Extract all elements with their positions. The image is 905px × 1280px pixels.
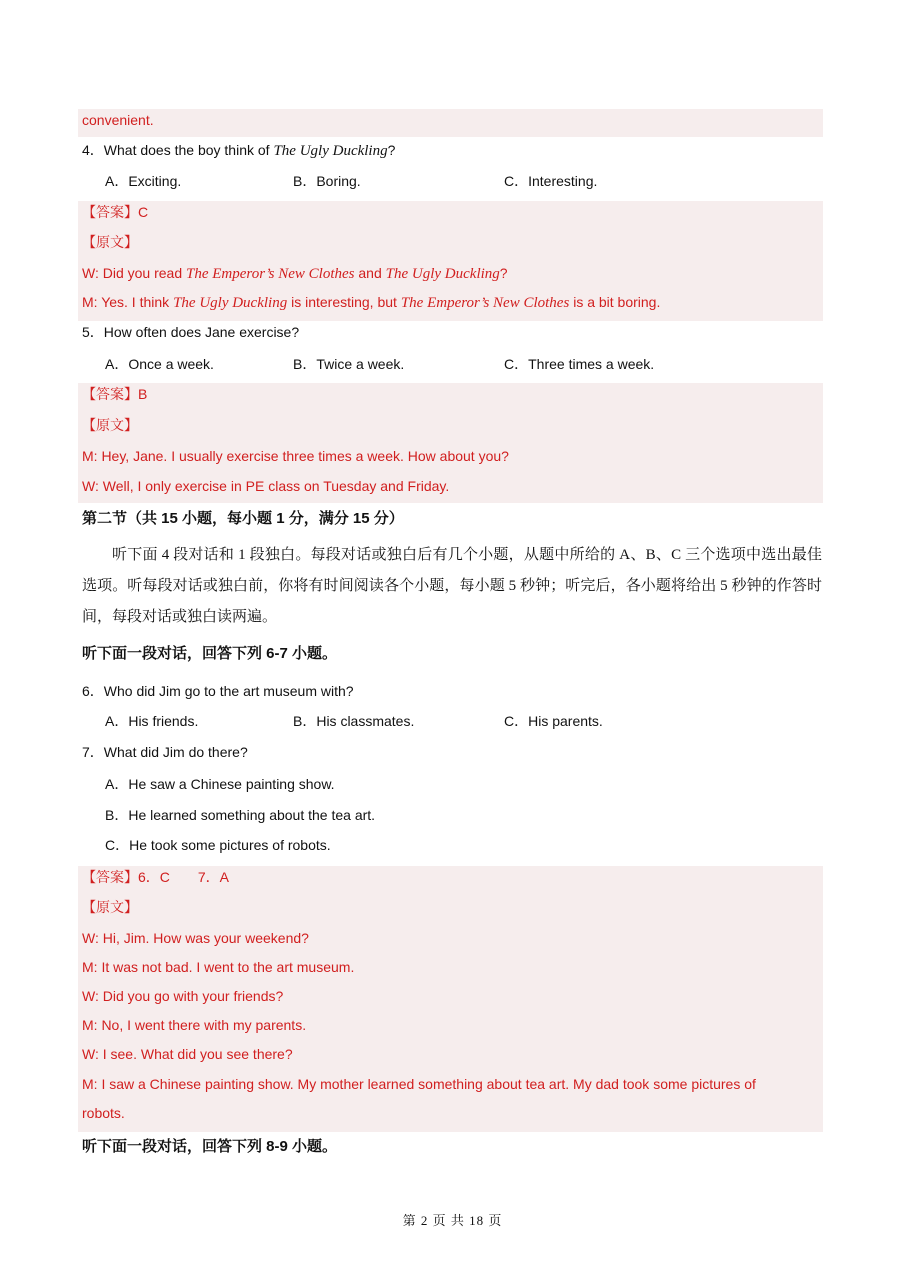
q4-w-mid: and [354,265,386,281]
q4-m-suffix: is a bit boring. [569,294,661,310]
question-4 [82,140,395,161]
q4-m-title2: The Emperor’s New Clothes [400,295,570,311]
q5-transcript-line-2: W: Well, I only exercise in PE class on Tuesday and Friday. [82,478,450,494]
q7-option-a: A．He saw a Chinese painting show. [105,776,335,792]
q5-option-b: B．Twice a week. [293,356,405,372]
q67-transcript-line-5: W: I see. What did you see there? [82,1046,293,1062]
question-4-title: The Ugly Duckling [273,143,388,159]
q4-w-prefix: W: Did you read [82,265,187,281]
q4-transcript-label: 【原文】 [82,234,138,250]
question-5: 5．How often does Jane exercise? [82,324,300,340]
q67-transcript-line-4: M: No, I went there with my parents. [82,1017,307,1033]
q5-transcript-line-1: M: Hey, Jane. I usually exercise three times a week. How about you? [82,448,509,464]
q5-option-c: C．Three times a week. [504,356,655,372]
q4-m-prefix: M: Yes. I think [82,294,174,310]
q4-transcript-w [82,263,508,284]
q67-transcript-line-1: W: Hi, Jim. How was your weekend? [82,930,309,946]
q7-option-b: B．He learned something about the tea art. [105,807,376,823]
q4-m-title1: The Ugly Duckling [173,295,288,311]
q7-option-c: C．He took some pictures of robots. [105,837,331,853]
question-4-prefix: 4．What does the boy think of [82,142,274,158]
q4-answer: 【答案】C [82,204,149,220]
group-8-9-heading: 听下面一段对话，回答下列 8-9 小题。 [82,1138,338,1155]
section-2-instructions: 听下面 4 段对话和 1 段独白。每段对话或独白后有几个小题，从题中所给的 A、B、C 三个选项中选出最佳选项。听每段对话或独白前，你将有时间阅读各个小题，每小题 5 秒钟；听完后，各小题将给出 5 秒钟的作答时间，每段对话或独白读两遍。 [82,547,822,625]
group-6-7-heading: 听下面一段对话，回答下列 6-7 小题。 [82,645,338,662]
q4-w-title1: The Emperor’s New Clothes [186,266,355,282]
q5-transcript-label: 【原文】 [82,417,138,433]
question-4-suffix: ? [387,142,396,158]
q67-transcript-line-7: robots. [82,1105,125,1121]
question-7: 7．What did Jim do there? [82,744,248,760]
q6-option-c: C．His parents. [504,713,603,729]
q67-transcript-line-6: M: I saw a Chinese painting show. My mother learned something about tea art. My dad took some pictures of [82,1076,756,1092]
q4-w-suffix: ? [499,265,508,281]
q4-m-mid: is interesting, but [287,294,401,310]
q5-answer: 【答案】B [82,386,148,402]
q67-answer: 【答案】6．C 7．A [82,869,230,885]
q67-transcript-label: 【原文】 [82,899,138,915]
q5-option-a: A．Once a week. [105,356,214,372]
q4-option-c: C．Interesting. [504,173,598,189]
previous-transcript-fragment: convenient. [82,112,154,128]
q6-option-a: A．His friends. [105,713,199,729]
question-6: 6．Who did Jim go to the art museum with? [82,683,354,699]
q4-option-b: B．Boring. [293,173,361,189]
section-2-heading: 第二节（共 15 小题，每小题 1 分，满分 15 分） [82,510,404,527]
q67-transcript-line-3: W: Did you go with your friends? [82,988,284,1004]
q4-transcript-m [82,292,660,313]
q4-w-title2: The Ugly Duckling [385,266,500,282]
q6-option-b: B．His classmates. [293,713,415,729]
answer-shade-top [78,109,823,137]
q4-option-a: A．Exciting. [105,173,182,189]
q67-transcript-line-2: M: It was not bad. I went to the art museum. [82,959,355,975]
page-footer: 第 2 页 共 18 页 [402,1213,503,1228]
